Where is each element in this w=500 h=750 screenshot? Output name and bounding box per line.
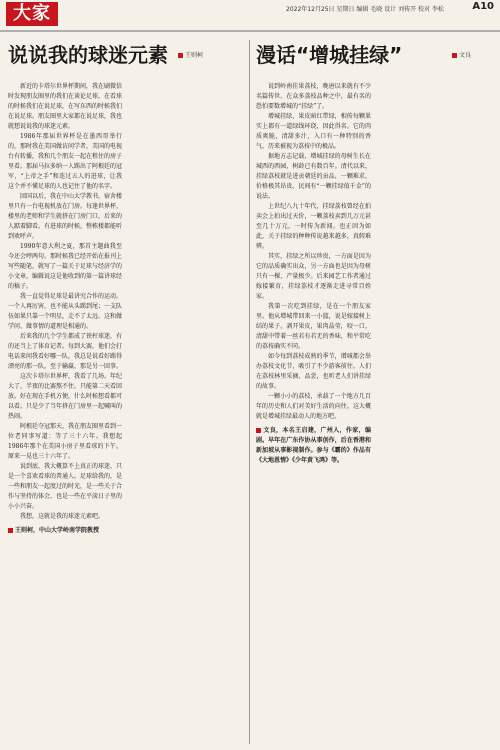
square-bullet-icon — [8, 528, 13, 533]
right-article — [256, 38, 494, 744]
left-byline — [178, 50, 203, 59]
column-divider — [249, 40, 250, 744]
right-byline — [452, 50, 471, 59]
paragraph: 上世纪八九十年代，挂绿荔枝曾经在拍卖会上拍出过天价，一颗荔枝卖到几万元甚至几十万元，一时传为新闻。也正因为如此，关于挂绿的种种传说越来越多，真假难辨。 — [256, 203, 371, 250]
author-note — [256, 426, 371, 466]
paragraph: 我第一次吃到挂绿，是在一个朋友家里。他从增城带回来一小篮，说是嫁接树上结的果子。剥开果皮，果肉晶莹，咬一口，清甜中带着一丝若有若无的香味，和平常吃的荔枝确实不同。 — [256, 303, 371, 350]
dateline: 2022年12月25日 星期日 编辑 毛晓 设计 刘传开 校对 李松 — [286, 6, 444, 13]
paragraph: 阿根廷夺冠那天，我在朋友圈里看到一位老同事写道：等了三十六年。我想起1986年那个在美国小房子里看球的下午，原来一晃也三十六年了。 — [8, 423, 123, 460]
section-brand: 大家 — [6, 2, 58, 26]
square-bullet-icon — [178, 53, 183, 58]
left-article-title: 说说我的球迷元素 — [8, 43, 168, 67]
author-name: 文良 — [459, 52, 472, 59]
paragraph: 我想，这就是我的球迷元素吧。 — [20, 513, 105, 520]
paragraph: 据地方志记载，增城挂绿的母树生长在城西的西园，树龄已有数百年。清代以来，挂绿荔枝就是进贡朝廷的贡品，一颗难求，价格极其昂贵。民间有“一颗挂绿值千金”的说法。 — [256, 153, 371, 200]
left-article — [8, 38, 244, 744]
paragraph: 1990年意大利之夏，那首主题曲我至今还会哼两句。那时候我已经开始在报刊上写些随笔，就写了一篇关于足球与经济学的小文章，编辑说这是他收到的第一篇讲球经的稿子。 — [8, 243, 123, 290]
paragraph: 后来我的几个学生都成了铁杆球迷，有的还当上了体育记者。每到大赛，他们会打电话来问我看好哪一队，我总是说看好踢得漂亮的那一队，至于输赢，那是另一回事。 — [8, 333, 123, 370]
paragraph: 其实，挂绿之所以珍贵，一方面是因为它的品质确实出众，另一方面也是因为母树只有一棵，产量极少。后来园艺工作者通过嫁接繁育，挂绿荔枝才逐渐走进寻常百姓家。 — [256, 253, 371, 300]
page-number: A10 — [472, 1, 494, 12]
author-note-text: 王则柯，中山大学岭南学院教授 — [15, 527, 100, 534]
square-bullet-icon — [452, 53, 457, 58]
paragraph: 这次卡塔尔世界杯，我看了几场。年纪大了，半夜的比赛熬不住，只能第二天看回放。好在现在手机方便，什么时候想看都可以看。只是少了当年挤在门房里一起喊叫的热闹。 — [8, 373, 123, 420]
right-article-body — [256, 82, 494, 730]
paragraph: 说到底，我大概算不上真正的球迷，只是一个喜欢看球的普通人。足球给我的，是一些和朋友一起度过的时光，是一些关于合作与坚持的体会，也是一些在平淡日子里的小小兴奋。 — [8, 463, 123, 510]
paragraph: 回国以后，我在中山大学教书，宿舍楼里只有一台电视机放在门房。每逢世界杯，楼里的老师和学生就挤在门房门口，后来的人踮着脚看。有进球的时候，整栋楼都能听到欢呼声。 — [8, 193, 123, 240]
square-bullet-icon — [256, 428, 261, 433]
author-note-text: 文良，本名王启建，广州人，作家，编剧。早年在广东作协从事创作，后在香港和新加坡从事影视制作。参与《霸的》作品有《大地恩情》《少年黄飞鸿》等。 — [256, 427, 371, 464]
paragraph: 如今每到荔枝成熟的季节，增城都会举办荔枝文化节，吸引了不少游客前往。人们在荔枝林里采摘、品尝，也听老人们讲挂绿的故事。 — [256, 353, 371, 390]
masthead — [0, 0, 500, 32]
paragraph: 说到岭南佳果荔枝，晚唐以来就有不少名篇传世。在众多荔枝品种之中，最有名的恐怕要数增城的“挂绿”了。 — [256, 83, 371, 110]
left-article-body — [8, 82, 244, 730]
author-note — [8, 526, 122, 536]
author-name: 王则柯 — [185, 52, 204, 59]
paragraph: 一颗小小的荔枝，承载了一个地方几百年的历史和人们对美好生活的向往。这大概就是增城挂绿最动人的地方吧。 — [256, 393, 371, 420]
paragraph: 增城挂绿，果皮暗红带绿，相传每颗果实上都有一道绿线环绕，因此得名。它的肉质爽脆，清甜多汁，入口有一种特别的香气，历来被视为荔枝中的极品。 — [256, 113, 371, 150]
paragraph: 1986年那届世界杯是在墨西哥举行的，那时我在美国做访问学者，美国的电视台有转播，我和几个朋友一起在租住的房子里看。那届马拉多纳一人踢出了阿根廷的冠军，“上帝之手”和连过五人的进球，让我这个并不懂足球的人也记住了他的名字。 — [8, 133, 123, 190]
paragraph: 新近的卡塔尔世界杯期间，我在刷微信时发现朋友圈里的我们在谈论足球，在看球的时候我们在说足球，在写东西的时候我们在说足球。朋友圈里大家都在说足球，我也就想说说我的球迷元素。 — [8, 83, 123, 130]
paragraph: 我一直觉得足球是最讲究合作的运动。一个人再厉害，也不能从头踢到尾；一支队伍如果只靠一个明星，走不了太远。这和做学问、做事情的道理是相通的。 — [8, 293, 123, 330]
right-article-title: 漫话“增城挂绿” — [256, 43, 403, 67]
